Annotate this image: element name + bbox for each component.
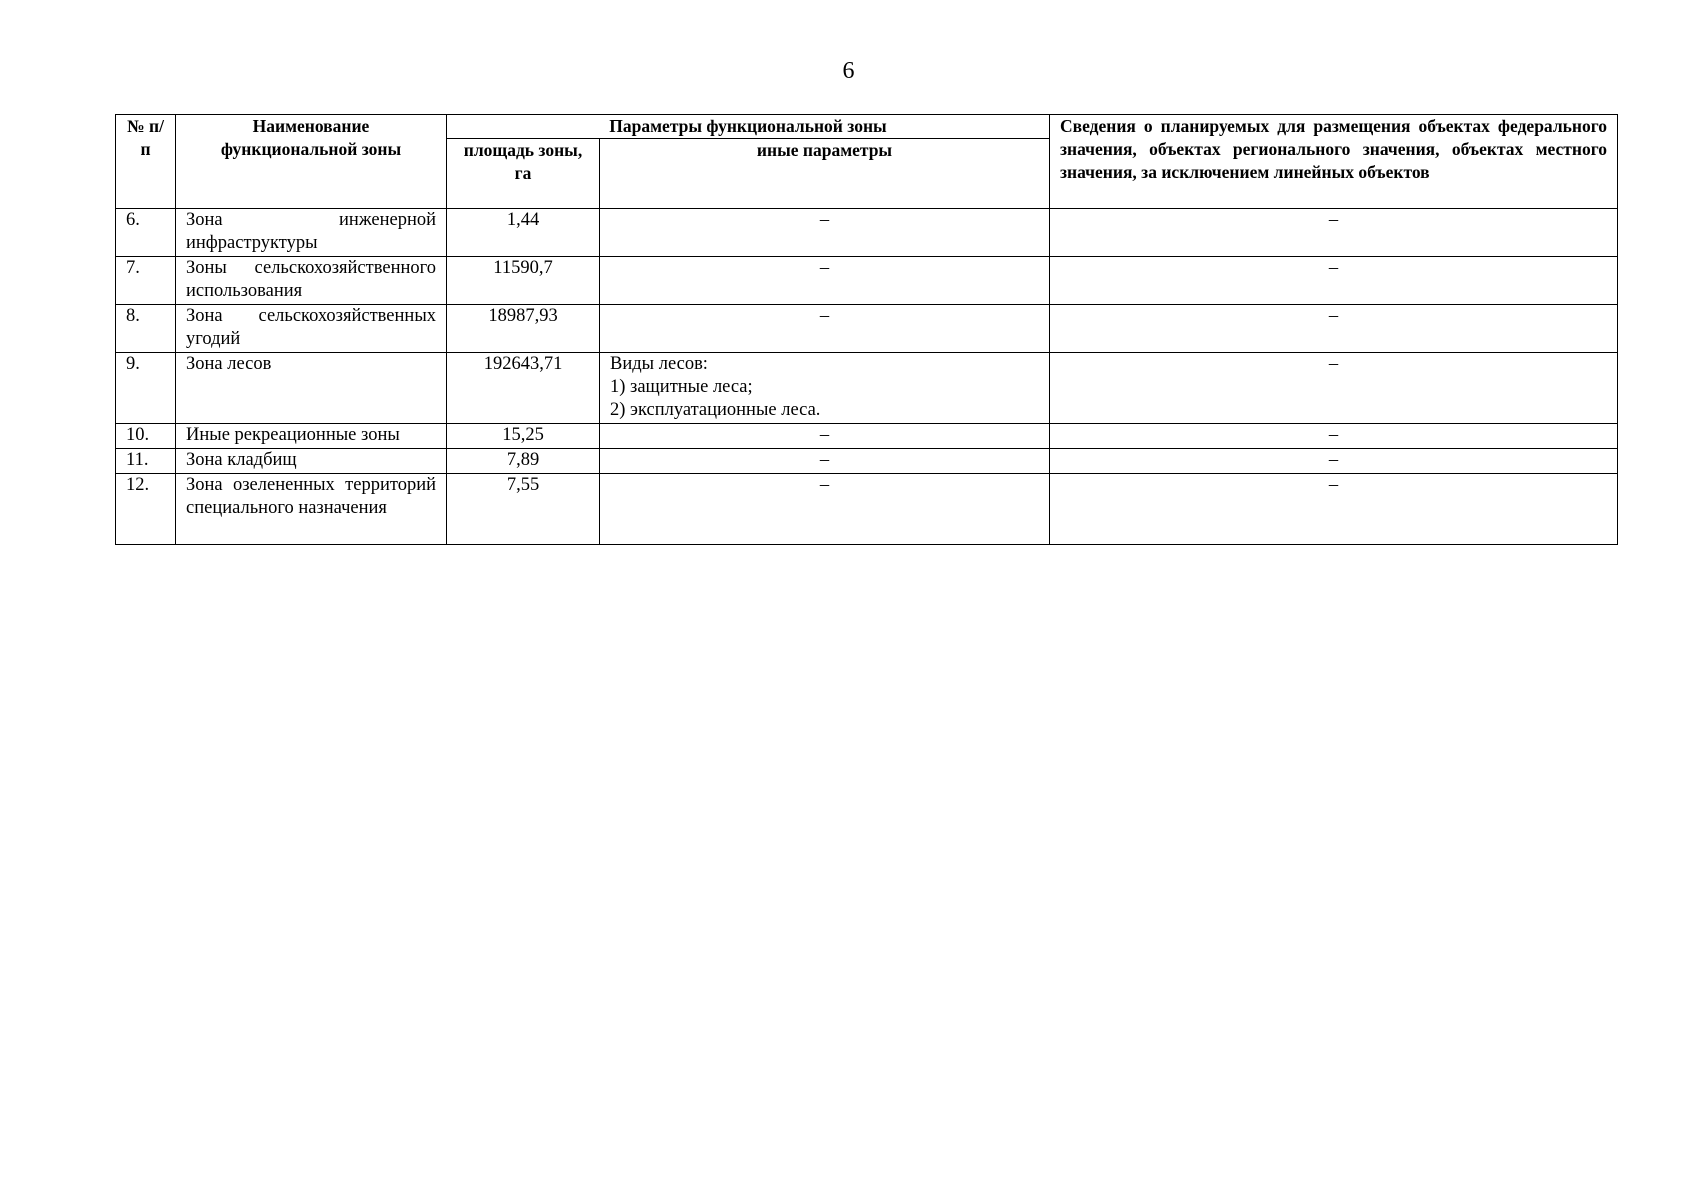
cell-area: 7,55 bbox=[447, 474, 600, 545]
cell-num: 10. bbox=[116, 424, 176, 449]
header-params-group: Параметры функциональной зоны bbox=[447, 115, 1050, 139]
table-row bbox=[116, 353, 1618, 424]
table-row bbox=[116, 209, 1618, 257]
cell-zone-name: Зона озелененных территорий специального назначения bbox=[176, 474, 447, 545]
cell-planned-objects: – bbox=[1050, 449, 1618, 474]
cell-area: 7,89 bbox=[447, 449, 600, 474]
cell-planned-objects: – bbox=[1050, 305, 1618, 353]
cell-zone-name: Зона инженерной инфраструктуры bbox=[176, 209, 447, 257]
header-other-params: иные параметры bbox=[600, 139, 1050, 209]
cell-other-params bbox=[600, 209, 1050, 257]
cell-area: 1,44 bbox=[447, 209, 600, 257]
cell-zone-name: Иные рекреационные зоны bbox=[176, 424, 447, 449]
header-area: площадь зоны, га bbox=[447, 139, 600, 209]
cell-num: 7. bbox=[116, 257, 176, 305]
cell-num: 9. bbox=[116, 353, 176, 424]
table-row bbox=[116, 449, 1618, 474]
other-params-line: Виды лесов: bbox=[610, 354, 708, 374]
cell-other-params bbox=[600, 449, 1050, 474]
header-num: № п/п bbox=[116, 115, 176, 209]
cell-other-params bbox=[600, 305, 1050, 353]
table-row bbox=[116, 257, 1618, 305]
cell-area: 15,25 bbox=[447, 424, 600, 449]
table-row bbox=[116, 474, 1618, 545]
functional-zones-table bbox=[115, 114, 1618, 545]
cell-zone-name: Зона сельскохозяйственных угодий bbox=[176, 305, 447, 353]
cell-other-params bbox=[600, 353, 1050, 424]
cell-planned-objects: – bbox=[1050, 474, 1618, 545]
other-params-line: – bbox=[819, 425, 830, 445]
table-row bbox=[116, 424, 1618, 449]
page-number: 6 bbox=[842, 58, 855, 84]
other-params-line: 2) эксплуатационные леса. bbox=[610, 400, 821, 420]
cell-num: 11. bbox=[116, 449, 176, 474]
other-params-line: – bbox=[819, 475, 830, 495]
cell-num: 6. bbox=[116, 209, 176, 257]
other-params-line: – bbox=[819, 210, 830, 230]
cell-planned-objects: – bbox=[1050, 257, 1618, 305]
cell-num: 8. bbox=[116, 305, 176, 353]
table-header-row bbox=[116, 115, 1618, 139]
cell-planned-objects: – bbox=[1050, 424, 1618, 449]
other-params-line: – bbox=[819, 306, 830, 326]
cell-area: 18987,93 bbox=[447, 305, 600, 353]
other-params-line: – bbox=[819, 258, 830, 278]
table-row bbox=[116, 305, 1618, 353]
cell-area: 11590,7 bbox=[447, 257, 600, 305]
cell-zone-name: Зоны сельскохозяйственного использования bbox=[176, 257, 447, 305]
cell-planned-objects: – bbox=[1050, 209, 1618, 257]
cell-other-params bbox=[600, 474, 1050, 545]
cell-other-params bbox=[600, 424, 1050, 449]
cell-area: 192643,71 bbox=[447, 353, 600, 424]
cell-zone-name: Зона кладбищ bbox=[176, 449, 447, 474]
header-info: Сведения о планируемых для размещения объектах федерального значения, объектах регионального значения, объектах местного значения, за исключением линейных объектов bbox=[1050, 115, 1618, 209]
cell-planned-objects: – bbox=[1050, 353, 1618, 424]
other-params-line: – bbox=[819, 450, 830, 470]
other-params-line: 1) защитные леса; bbox=[610, 377, 753, 397]
header-name: Наименование функциональной зоны bbox=[176, 115, 447, 209]
cell-num: 12. bbox=[116, 474, 176, 545]
cell-zone-name: Зона лесов bbox=[176, 353, 447, 424]
cell-other-params bbox=[600, 257, 1050, 305]
table-body bbox=[116, 209, 1618, 545]
